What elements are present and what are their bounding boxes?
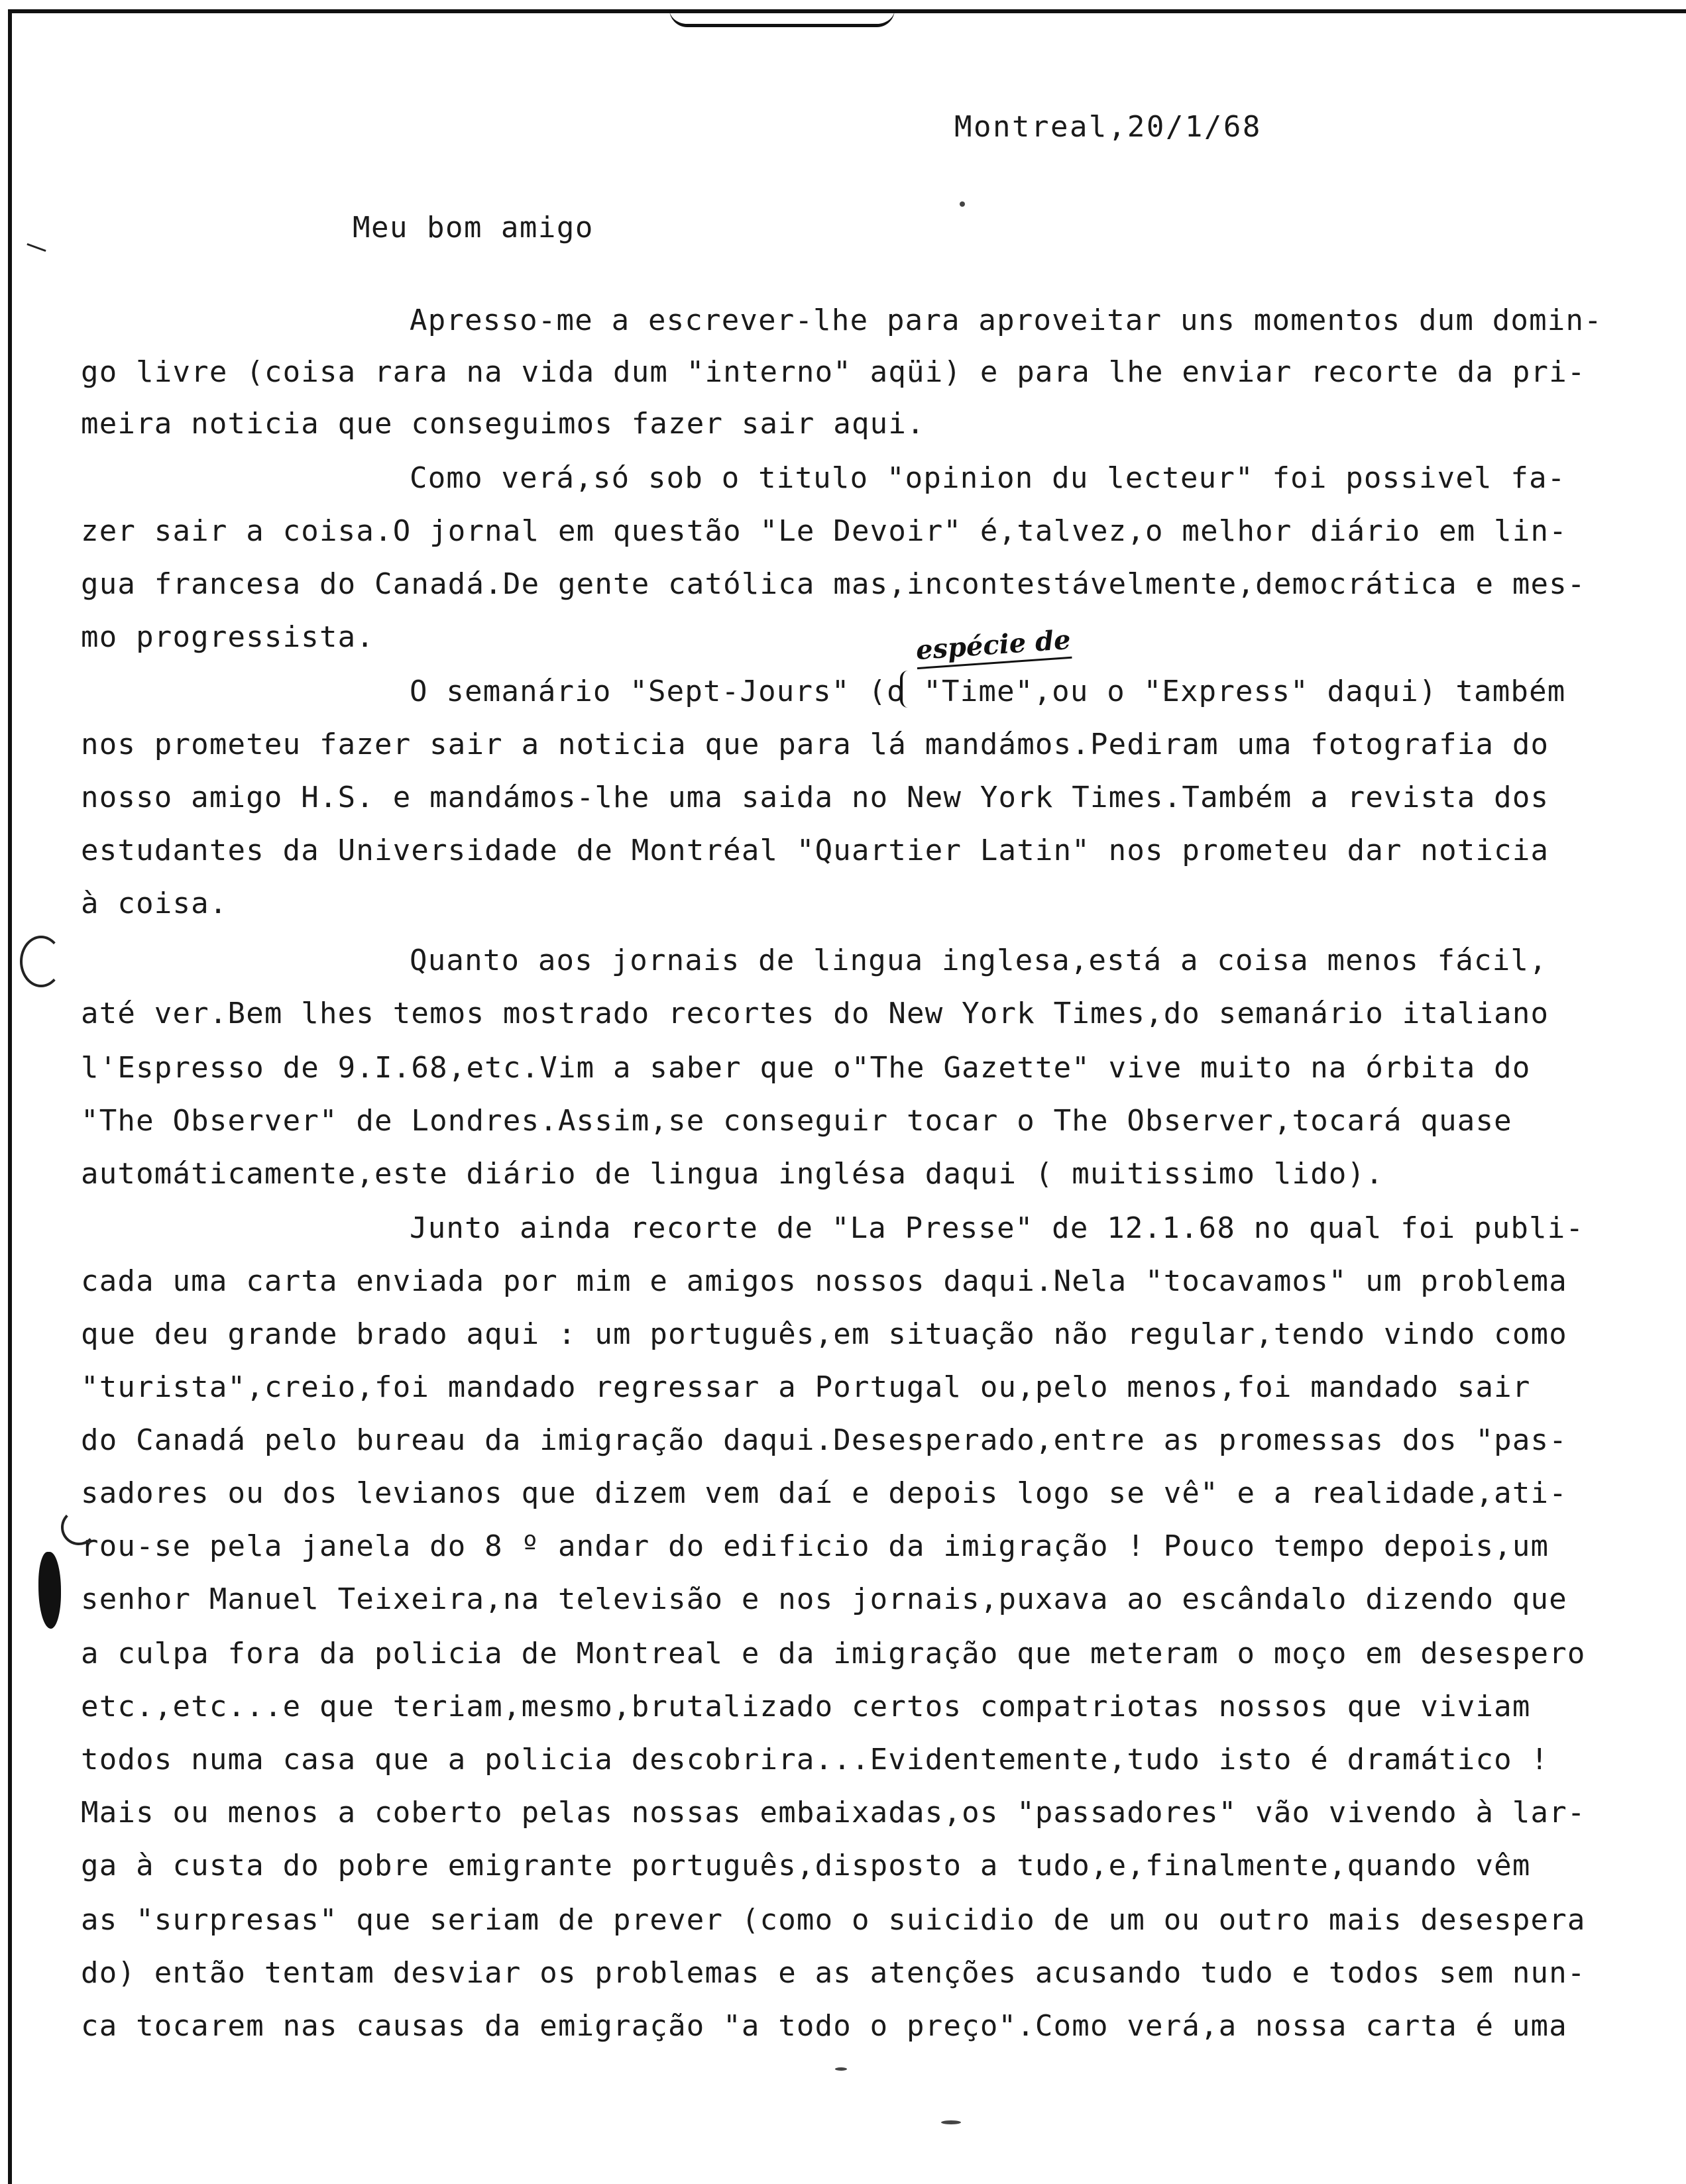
body-line: Mais ou menos a coberto pelas nossas embaixadas,os "passadores" vão vivendo à lar- [81,1796,1586,1829]
body-line: estudantes da Universidade de Montréal "Quartier Latin" nos prometeu dar noticia [81,834,1549,867]
body-line: do Canadá pelo bureau da imigração daqui.Desesperado,entre as promessas dos "pas- [81,1423,1567,1457]
body-line: "turista",creio,foi mandado regressar a Portugal ou,pelo menos,foi mandado sair [81,1370,1531,1404]
body-line: rou-se pela janela do 8 º andar do edificio da imigração ! Pouco tempo depois,um [81,1529,1549,1563]
body-line: do) então tentam desviar os problemas e as atenções acusando tudo e todos sem nun- [81,1956,1586,1990]
body-line: Apresso-me a escrever-lhe para aproveitar uns momentos dum domin- [410,303,1602,337]
body-line: gua francesa do Canadá.De gente católica mas,incontestávelmente,democrática e mes- [81,567,1586,601]
body-line: meira noticia que conseguimos fazer sair aqui. [81,407,925,441]
paper-clip-mark [669,9,895,27]
body-line: l'Espresso de 9.I.68,etc.Vim a saber que o"The Gazette" vive muito na órbita do [81,1051,1531,1085]
ink-speck [941,2120,961,2124]
body-line: cada uma carta enviada por mim e amigos nossos daqui.Nela "tocavamos" um problema [81,1264,1567,1298]
body-line: até ver.Bem lhes temos mostrado recortes do New York Times,do semanário italiano [81,997,1549,1030]
body-line: Como verá,só sob o titulo "opinion du lecteur" foi possivel fa- [410,461,1566,495]
body-line: que deu grande brado aqui : um português,em situação não regular,tendo vindo como [81,1317,1567,1351]
margin-bracket-mark [20,936,62,987]
ink-blot [38,1552,61,1629]
salutation: Meu bom amigo [353,211,594,245]
ink-speck [835,2067,847,2071]
body-line: zer sair a coisa.O jornal em questão "Le Devoir" é,talvez,o melhor diário em lin- [81,514,1567,548]
body-line: todos numa casa que a policia descobrira...Evidentemente,tudo isto é dramático ! [81,1743,1549,1776]
body-line: a culpa fora da policia de Montreal e da imigração que meteram o moço em desespero [81,1637,1586,1670]
body-line: nos prometeu fazer sair a noticia que para lá mandámos.Pediram uma fotografia do [81,728,1549,761]
body-line: automáticamente,este diário de lingua inglésa daqui ( muitissimo lido). [81,1157,1384,1191]
letter-date: Montreal,20/1/68 [954,110,1262,144]
body-line: as "surpresas" que seriam de prever (como o suicidio de um ou outro mais desespera [81,1903,1586,1937]
body-line: sadores ou dos levianos que dizem vem daí e depois logo se vê" e a realidade,ati- [81,1476,1567,1510]
body-line: etc.,etc...e que teriam,mesmo,brutalizado certos compatriotas nossos que viviam [81,1690,1531,1723]
body-line: à coisa. [81,887,228,920]
body-line: Junto ainda recorte de "La Presse" de 12.1.68 no qual foi publi- [410,1211,1585,1245]
handwritten-insertion: espécie de [915,624,1072,669]
body-line: O semanário "Sept-Jours" (o "Time",ou o "Express" daqui) também [410,675,1566,708]
body-line: Quanto aos jornais de lingua inglesa,está a coisa menos fácil, [410,944,1547,977]
body-line: senhor Manuel Teixeira,na televisão e nos jornais,puxava ao escândalo dizendo que [81,1582,1567,1616]
margin-curve-mark [61,1509,97,1545]
body-line: ca tocarem nas causas da emigração "a todo o preço".Como verá,a nossa carta é uma [81,2009,1567,2043]
ink-speck [960,201,965,207]
body-line: mo progressista. [81,620,375,654]
body-line: ga à custa do pobre emigrante português,disposto a tudo,e,finalmente,quando vêm [81,1849,1531,1883]
body-line: "The Observer" de Londres.Assim,se conseguir tocar o The Observer,tocará quase [81,1104,1512,1138]
body-line: go livre (coisa rara na vida dum "interno" aqüi) e para lhe enviar recorte da pri- [81,355,1586,389]
body-line: nosso amigo H.S. e mandámos-lhe uma saida no New York Times.Também a revista dos [81,781,1549,814]
